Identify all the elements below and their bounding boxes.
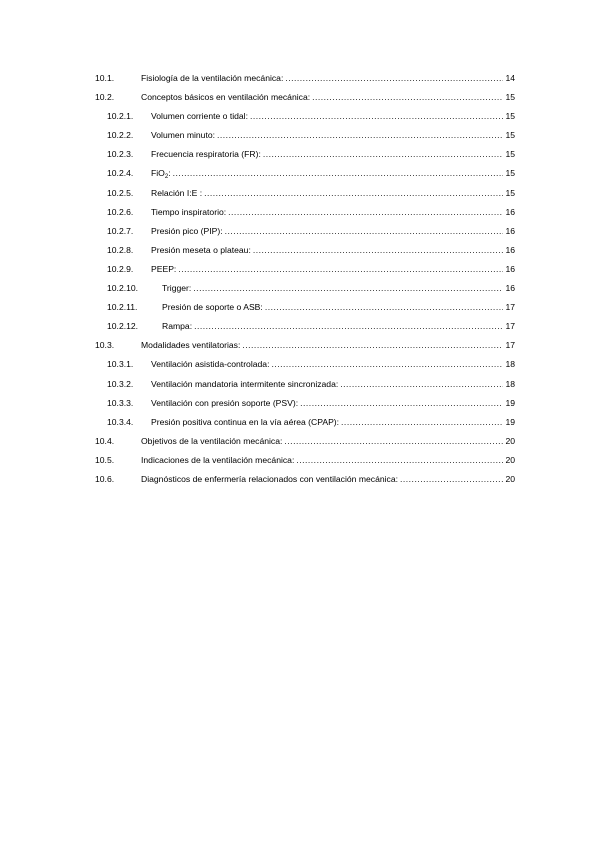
toc-entry-page: 16	[505, 206, 515, 217]
toc-entry-number: 10.3.4.	[107, 416, 134, 427]
toc-entry-page: 18	[505, 378, 515, 389]
toc-entry-title-suffix: :	[168, 168, 171, 179]
toc-entry[interactable]	[95, 241, 515, 260]
toc-entry[interactable]	[95, 413, 515, 432]
toc-entry-page: 17	[505, 340, 515, 351]
toc-entry[interactable]	[95, 451, 515, 470]
toc-entry-number: 10.2.8.	[107, 244, 134, 255]
toc-entry-number: 10.2.	[95, 92, 115, 103]
toc-entry-number: 10.2.10.	[107, 283, 139, 294]
toc-entry-number: 10.2.11.	[107, 302, 138, 313]
toc-entry-page: 16	[505, 283, 515, 294]
toc-dot-leader	[285, 69, 503, 88]
toc-entry-page: 15	[505, 187, 515, 198]
toc-entry-title-main: FiO	[151, 168, 165, 179]
toc-entry-page: 19	[505, 416, 515, 427]
toc-entry-title: Diagnósticos de enfermería relacionados con ventilación mecánica:	[141, 473, 398, 484]
toc-entry-title: Presión de soporte o ASB:	[162, 302, 263, 313]
toc-entry-number: 10.2.4.	[107, 168, 134, 179]
table-of-contents	[95, 69, 515, 489]
toc-entry[interactable]	[95, 279, 515, 298]
toc-entry[interactable]	[95, 470, 515, 489]
toc-entry-number: 10.3.2.	[107, 378, 134, 389]
toc-entry-page: 15	[505, 111, 515, 122]
toc-entry[interactable]	[95, 145, 515, 164]
toc-dot-leader	[400, 470, 503, 489]
toc-entry-title: Presión pico (PIP):	[151, 225, 223, 236]
toc-dot-leader	[271, 355, 503, 374]
toc-entry-title	[151, 164, 171, 185]
toc-entry-title: Objetivos de la ventilación mecánica:	[141, 435, 283, 446]
toc-entry-title: Frecuencia respiratoria (FR):	[151, 149, 261, 160]
toc-entry-page: 17	[505, 321, 515, 332]
toc-dot-leader	[173, 164, 503, 183]
toc-dot-leader	[341, 413, 503, 432]
toc-entry[interactable]	[95, 355, 515, 374]
toc-dot-leader	[312, 88, 503, 107]
toc-entry[interactable]	[95, 164, 515, 183]
toc-entry-number: 10.5.	[95, 454, 115, 465]
toc-entry-number: 10.3.3.	[107, 397, 134, 408]
toc-entry[interactable]	[95, 126, 515, 145]
toc-entry[interactable]	[95, 298, 515, 317]
toc-entry-title: Rampa:	[162, 321, 193, 332]
toc-entry-title: Modalidades ventilatorias:	[141, 340, 241, 351]
toc-dot-leader	[228, 203, 503, 222]
toc-entry-page: 20	[505, 454, 515, 465]
toc-entry-title: Ventilación asistida-controlada:	[151, 359, 270, 370]
toc-dot-leader	[225, 222, 503, 241]
toc-entry-number: 10.2.3.	[107, 149, 134, 160]
toc-dot-leader	[204, 184, 503, 203]
toc-dot-leader	[263, 145, 503, 164]
toc-entry-title-subscript: 2	[164, 174, 169, 181]
toc-entry[interactable]	[95, 317, 515, 336]
toc-dot-leader	[217, 126, 503, 145]
toc-entry-page: 15	[505, 130, 515, 141]
toc-entry[interactable]	[95, 260, 515, 279]
toc-entry[interactable]	[95, 375, 515, 394]
toc-dot-leader	[296, 451, 503, 470]
toc-entry-number: 10.6.	[95, 473, 115, 484]
toc-entry[interactable]	[95, 88, 515, 107]
toc-dot-leader	[250, 107, 503, 126]
toc-entry-title: Tiempo inspiratorio:	[151, 206, 227, 217]
toc-entry-page: 15	[505, 92, 515, 103]
toc-entry-title: Conceptos básicos en ventilación mecánica:	[141, 92, 311, 103]
toc-entry-title: Ventilación mandatoria intermitente sincronizada:	[151, 378, 339, 389]
toc-entry[interactable]	[95, 432, 515, 451]
toc-dot-leader	[194, 317, 503, 336]
toc-entry-title: Indicaciones de la ventilación mecánica:	[141, 454, 295, 465]
toc-dot-leader	[300, 394, 503, 413]
toc-entry[interactable]	[95, 222, 515, 241]
toc-entry-number: 10.3.1.	[107, 359, 134, 370]
toc-entry-title: Volumen corriente o tidal:	[151, 111, 248, 122]
toc-entry-page: 19	[505, 397, 515, 408]
toc-entry-title: Presión meseta o plateau:	[151, 244, 251, 255]
toc-entry-number: 10.2.1.	[107, 111, 134, 122]
toc-entry-page: 16	[505, 244, 515, 255]
toc-dot-leader	[242, 336, 503, 355]
toc-entry-title: PEEP:	[151, 263, 177, 274]
toc-entry[interactable]	[95, 394, 515, 413]
toc-entry-number: 10.2.12.	[107, 321, 139, 332]
toc-entry-page: 15	[505, 149, 515, 160]
toc-entry-page: 20	[505, 435, 515, 446]
toc-entry-title: Volumen minuto:	[151, 130, 216, 141]
toc-entry-number: 10.2.6.	[107, 206, 134, 217]
toc-dot-leader	[178, 260, 503, 279]
toc-entry-number: 10.2.9.	[107, 263, 134, 274]
toc-entry-title: Fisiología de la ventilación mecánica:	[141, 73, 284, 83]
toc-entry-number: 10.1.	[95, 73, 115, 83]
toc-entry-page: 14	[505, 73, 515, 83]
toc-entry[interactable]	[95, 69, 515, 88]
toc-entry-title: Trigger:	[162, 283, 192, 294]
toc-entry-page: 15	[505, 168, 515, 179]
toc-dot-leader	[265, 298, 503, 317]
toc-dot-leader	[253, 241, 503, 260]
toc-dot-leader	[193, 279, 503, 298]
toc-entry-number: 10.2.5.	[107, 187, 134, 198]
toc-entry-page: 20	[505, 473, 515, 484]
toc-entry-number: 10.3.	[95, 340, 115, 351]
toc-entry-number: 10.2.7.	[107, 225, 134, 236]
toc-entry-number: 10.2.2.	[107, 130, 134, 141]
toc-entry-title: Presión positiva continua en la vía aérea (CPAP):	[151, 416, 340, 427]
toc-entry[interactable]	[95, 107, 515, 126]
toc-entry-page: 16	[505, 225, 515, 236]
toc-entry[interactable]	[95, 203, 515, 222]
toc-dot-leader	[284, 432, 503, 451]
toc-entry-page: 16	[505, 263, 515, 274]
toc-entry-page: 18	[505, 359, 515, 370]
toc-entry[interactable]	[95, 184, 515, 203]
toc-dot-leader	[340, 375, 503, 394]
toc-entry[interactable]	[95, 336, 515, 355]
toc-entry-page: 17	[505, 302, 515, 313]
toc-entry-title: Ventilación con presión soporte (PSV):	[151, 397, 299, 408]
toc-entry-number: 10.4.	[95, 435, 115, 446]
toc-entry-title: Relación I:E :	[151, 187, 203, 198]
